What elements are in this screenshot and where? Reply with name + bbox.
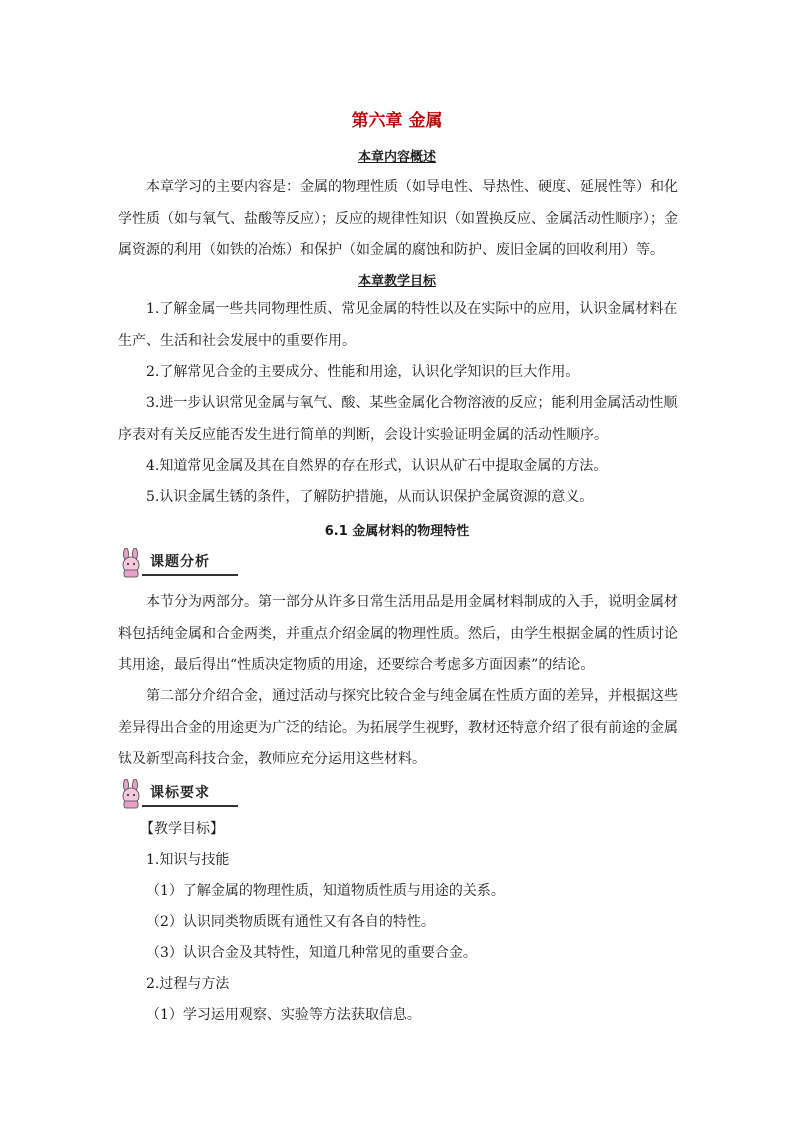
knowledge-item-1: （1）了解金属的物理性质，知道物质性质与用途的关系。	[146, 883, 505, 899]
analysis-banner-label: 课题分析	[150, 554, 210, 570]
section-title: 6.1 金属材料的物理特性	[324, 524, 470, 539]
goals-heading: 本章教学目标	[357, 274, 436, 289]
chapter-title: 第六章 金属	[351, 111, 443, 131]
standards-banner-label: 课标要求	[150, 785, 210, 801]
goal-item-4: 4.知道常见金属及其在自然界的存在形式，认识从矿石中提取金属的方法。	[146, 458, 608, 474]
analysis-paragraph-2: 第二部分介绍合金，通过活动与探究比较合金与纯金属在性质方面的差异，并根据这些差异得出合金的用途更为广泛的结论。为拓展学生视野，教材还特意介绍了很有前途的金属钛及新型高科技合金，教师应充分运用这些材料。	[118, 688, 678, 767]
goal-item-3: 3.进一步认识常见金属与氧气、酸、某些金属化合物溶液的反应；能利用金属活动性顺序表对有关反应能否发生进行简单的判断，会设计实验证明金属的活动性顺序。	[118, 395, 678, 443]
overview-paragraph: 本章学习的主要内容是：金属的物理性质（如导电性、导热性、硬度、延展性等）和化学性质（如与氧气、盐酸等反应）；反应的规律性知识（如置换反应、金属活动性顺序）；金属资源的利用（如铁的冶炼）和保护（如金属的腐蚀和防护、废旧金属的回收利用）等。	[118, 179, 678, 258]
teaching-goals-label: 【教学目标】	[140, 821, 224, 837]
analysis-banner	[116, 548, 240, 578]
process-item-1: （1）学习运用观察、实验等方法获取信息。	[146, 1007, 421, 1023]
goal-item-2: 2.了解常见合金的主要成分、性能和用途，认识化学知识的巨大作用。	[146, 364, 580, 380]
analysis-paragraph-1: 本节分为两部分。第一部分从许多日常生活用品是用金属材料制成的入手，说明金属材料包括纯金属和合金两类，并重点介绍金属的物理性质。然后，由学生根据金属的性质讨论其用途，最后得出“性质决定物质的用途，还要综合考虑多方面因素”的结论。	[118, 594, 678, 673]
knowledge-skills-heading: 1.知识与技能	[146, 852, 230, 868]
knowledge-item-3: （3）认识合金及其特性，知道几种常见的重要合金。	[146, 945, 477, 961]
goal-item-5: 5.认识金属生锈的条件，了解防护措施，从而认识保护金属资源的意义。	[146, 489, 594, 505]
overview-heading: 本章内容概述	[357, 150, 436, 165]
goal-item-1: 1.了解金属一些共同物理性质、常见金属的特性以及在实际中的应用，认识金属材料在生产、生活和社会发展中的重要作用。	[118, 301, 678, 349]
knowledge-item-2: （2）认识同类物质既有通性又有各自的特性。	[146, 914, 435, 930]
process-method-heading: 2.过程与方法	[146, 976, 230, 992]
standards-banner	[116, 779, 240, 809]
